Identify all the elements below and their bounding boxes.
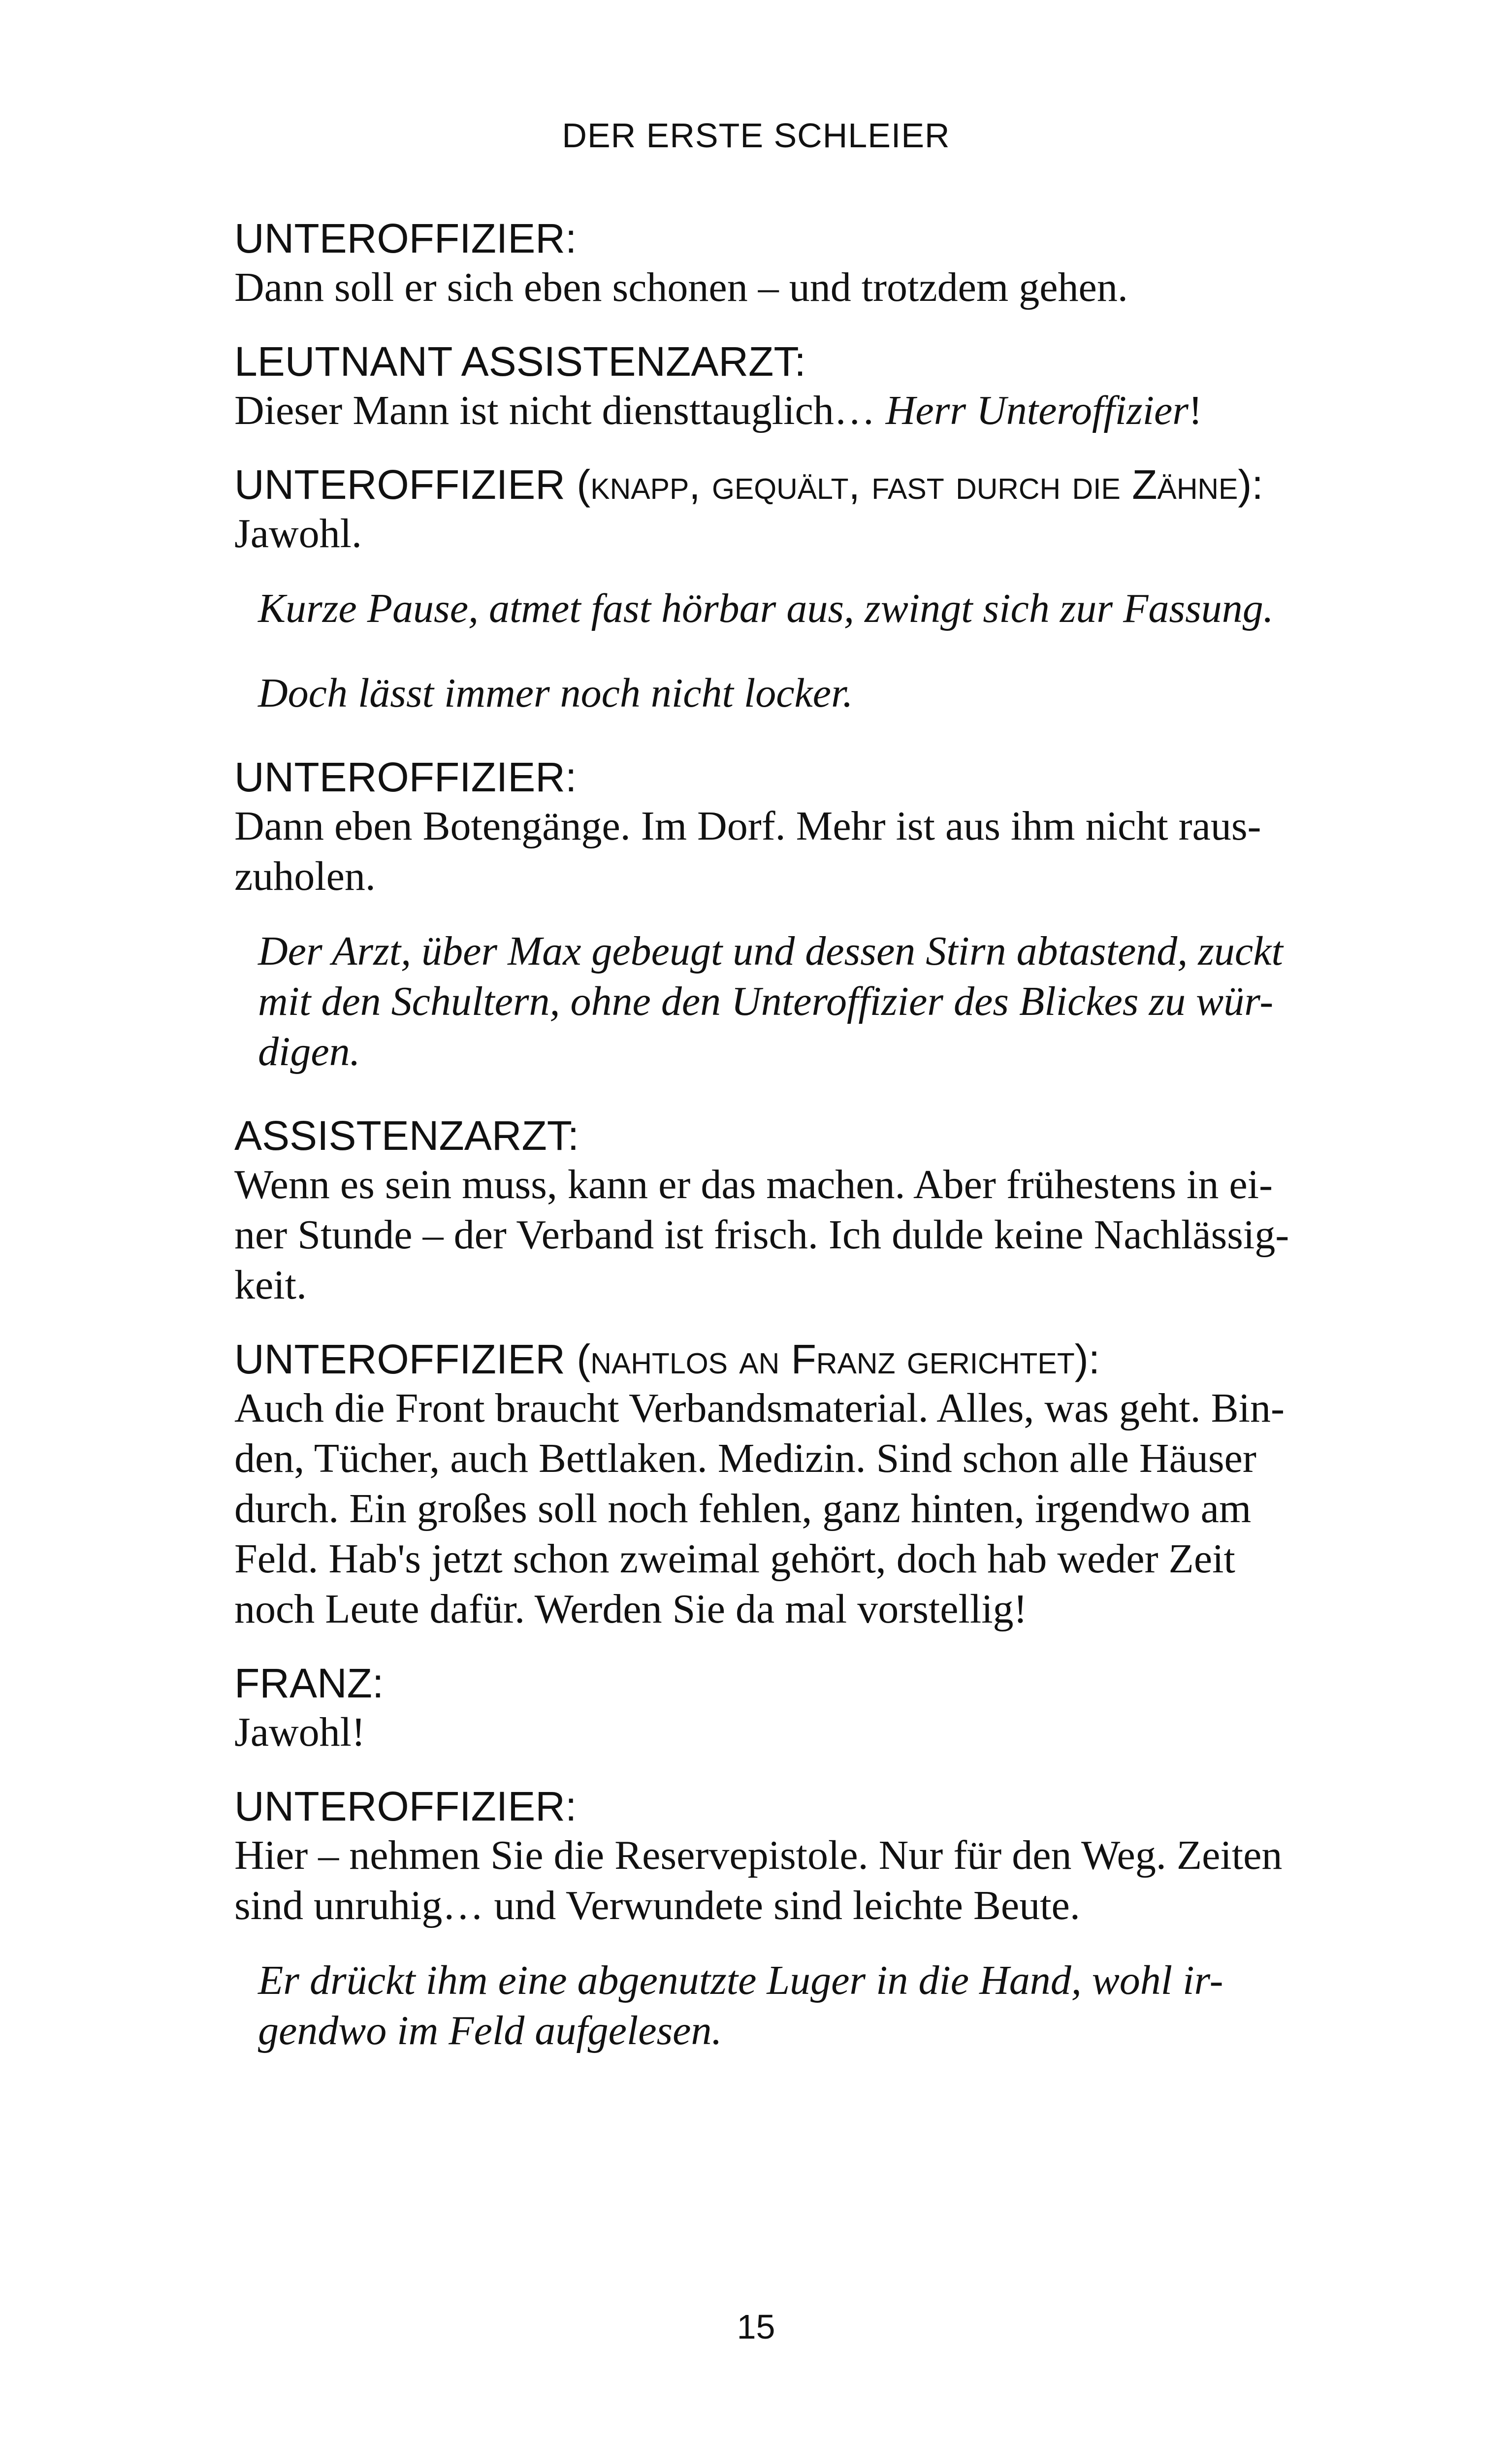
speaker-name: UNTEROFFIZIER	[234, 461, 565, 508]
speaker-label: LEUTNANT ASSISTENZARZT:	[234, 338, 806, 385]
script-body	[234, 214, 1352, 2090]
speaker-label: UNTEROFFIZIER (knapp, gequält, fast durch die Zähne):	[234, 461, 1263, 508]
speaker-name: FRANZ	[234, 1660, 372, 1706]
dialogue-text: Dieser Mann ist nicht diensttauglich…	[234, 388, 886, 433]
dialogue-line: Wenn es sein muss, kann er das machen. Aber frühestens in ei-	[234, 1162, 1273, 1207]
dialogue-block	[234, 460, 1352, 559]
speaker-label: UNTEROFFIZIER (nahtlos an Franz gerichtet):	[234, 1336, 1100, 1382]
stage-line: Er drückt ihm eine abgenutzte Luger in die Hand, wohl ir-	[258, 1957, 1223, 2003]
stage-direction	[234, 1955, 1352, 2056]
speaker-name: UNTEROFFIZIER	[234, 754, 565, 800]
speaker-label: UNTEROFFIZIER:	[234, 215, 577, 261]
stage-direction	[234, 926, 1352, 1077]
dialogue-line: ner Stunde – der Verband ist frisch. Ich dulde keine Nachlässig-	[234, 1212, 1289, 1258]
dialogue-line: sind unruhig… und Verwundete sind leichte Beute.	[234, 1883, 1080, 1928]
dialogue-line: Dann soll er sich eben schonen – und trotzdem gehen.	[234, 264, 1128, 310]
dialogue-block	[234, 1111, 1352, 1310]
dialogue-line: Hier – nehmen Sie die Reservepistole. Nur für den Weg. Zeiten	[234, 1832, 1283, 1878]
dialogue-line: zuholen.	[234, 853, 376, 899]
dialogue-line: Dann eben Botengänge. Im Dorf. Mehr ist aus ihm nicht raus-	[234, 803, 1261, 849]
dialogue-punctuation: !	[1188, 388, 1202, 433]
dialogue-line: keit.	[234, 1262, 307, 1308]
speaker-direction: knapp, gequält, fast durch die Zähne	[590, 461, 1238, 508]
stage-line: digen.	[258, 1029, 360, 1075]
speaker-name: LEUTNANT ASSISTENZARZT	[234, 338, 795, 385]
speaker-name: ASSISTENZARZT	[234, 1112, 568, 1159]
speaker-label: UNTEROFFIZIER:	[234, 754, 577, 800]
dialogue-block	[234, 214, 1352, 313]
dialogue-block	[234, 753, 1352, 902]
stage-direction: Doch lässt immer noch nicht locker.	[258, 670, 853, 716]
dialogue-emphasis: Herr Unteroffizier	[885, 388, 1189, 433]
dialogue-block	[234, 337, 1352, 436]
stage-line: mit den Schultern, ohne den Unteroffizier des Blickes zu wür-	[258, 978, 1274, 1024]
dialogue-line: noch Leute dafür. Werden Sie da mal vorstellig!	[234, 1586, 1028, 1632]
speaker-name: UNTEROFFIZIER	[234, 1783, 565, 1829]
dialogue-block	[234, 1659, 1352, 1758]
stage-line: gendwo im Feld aufgelesen.	[258, 2008, 722, 2053]
dialogue-block	[234, 1335, 1352, 1634]
dialogue-line: Auch die Front braucht Verbandsmaterial. Alles, was geht. Bin-	[234, 1385, 1285, 1431]
dialogue-line	[234, 386, 1352, 436]
speaker-name: UNTEROFFIZIER	[234, 215, 565, 261]
speaker-direction: nahtlos an Franz gerichtet	[590, 1336, 1075, 1382]
dialogue-line: Jawohl.	[234, 511, 362, 556]
dialogue-line: Feld. Hab's jetzt schon zweimal gehört, doch hab weder Zeit	[234, 1536, 1235, 1582]
stage-direction: Kurze Pause, atmet fast hörbar aus, zwingt sich zur Fassung.	[258, 586, 1274, 631]
page-number: 15	[737, 2308, 775, 2346]
dialogue-line: durch. Ein großes soll noch fehlen, ganz hinten, irgendwo am	[234, 1486, 1252, 1531]
dialogue-line: den, Tücher, auch Bettlaken. Medizin. Sind schon alle Häuser	[234, 1435, 1256, 1481]
speaker-label: UNTEROFFIZIER:	[234, 1783, 577, 1829]
speaker-label: FRANZ:	[234, 1660, 384, 1706]
stage-line: Der Arzt, über Max gebeugt und dessen Stirn abtastend, zuckt	[258, 928, 1283, 974]
dialogue-line: Jawohl!	[234, 1709, 365, 1755]
dialogue-block	[234, 1782, 1352, 1931]
speaker-name: UNTEROFFIZIER	[234, 1336, 565, 1382]
running-header: DER ERSTE SCHLEIER	[562, 116, 950, 155]
speaker-label: ASSISTENZARZT:	[234, 1112, 579, 1159]
